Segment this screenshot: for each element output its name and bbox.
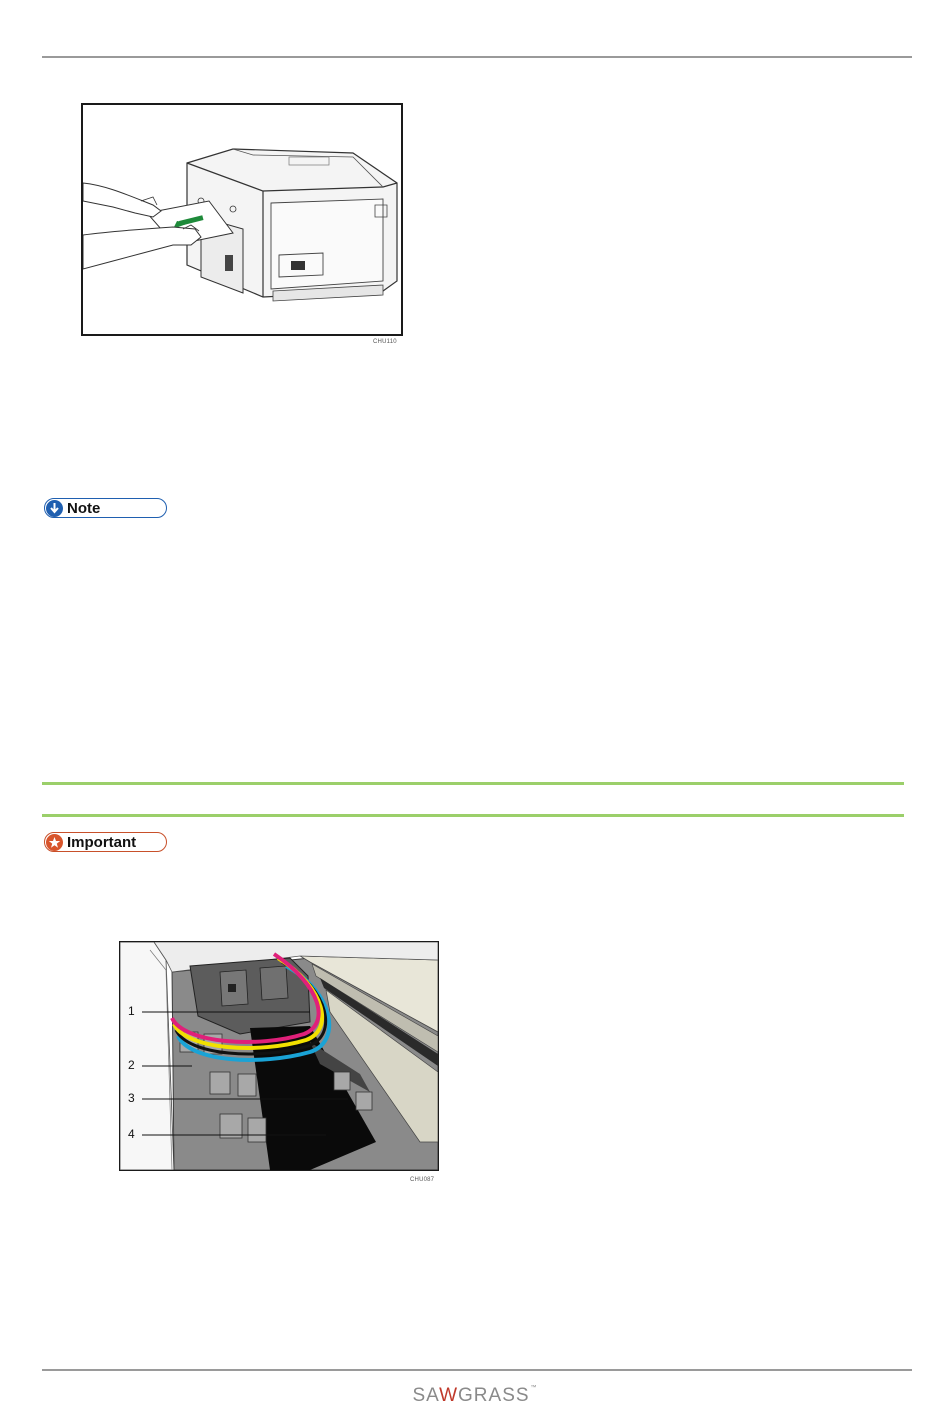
- header-divider: [42, 56, 912, 58]
- callout-label: 4: [128, 1127, 135, 1141]
- jam-removal-illustration: [81, 103, 403, 336]
- callout-label: 3: [128, 1091, 135, 1105]
- note-badge: [44, 498, 167, 518]
- important-label: Important: [67, 833, 137, 851]
- figure-code: CHU087: [410, 1177, 435, 1183]
- trademark-mark: ™: [530, 1385, 538, 1391]
- down-arrow-icon: [46, 500, 63, 517]
- section-divider-bottom: [42, 814, 904, 817]
- logo-text-w: W: [439, 1385, 459, 1406]
- print-head-illustration: [119, 941, 439, 1171]
- footer-divider: [42, 1369, 912, 1371]
- print-head-drawing: [120, 942, 438, 1170]
- callout-label: 2: [128, 1058, 135, 1072]
- sawgrass-logo: [0, 1385, 950, 1407]
- note-label: Note: [67, 499, 101, 517]
- section-divider-top: [42, 782, 904, 785]
- callout-label: 1: [128, 1004, 135, 1018]
- figure-code: CHU110: [373, 339, 397, 345]
- logo-text-end: GRASS: [458, 1385, 530, 1406]
- logo-text-start: SA: [412, 1385, 440, 1406]
- star-icon: [46, 834, 63, 851]
- printer-jam-drawing: [83, 105, 401, 334]
- important-badge: [44, 832, 167, 852]
